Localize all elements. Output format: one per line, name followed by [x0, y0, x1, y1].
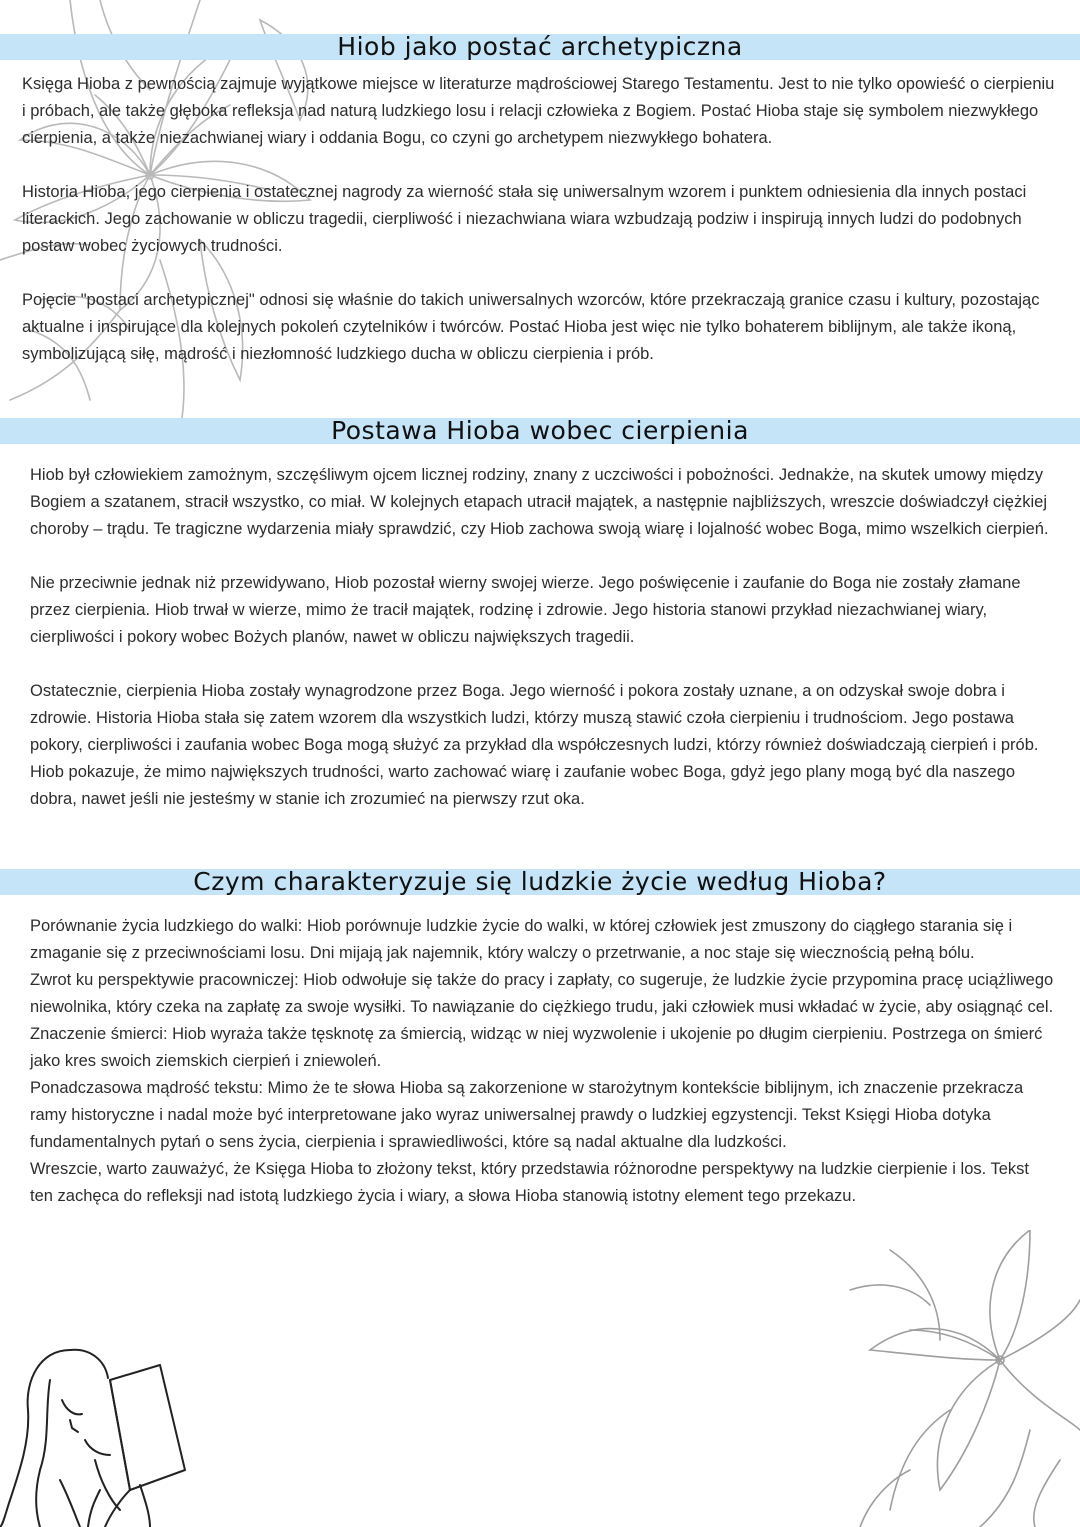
woman-reading-book-illustration [0, 1340, 200, 1527]
section-body [22, 71, 1056, 395]
section-body [30, 913, 1056, 1210]
section-title: Hiob jako postać archetypiczna [337, 32, 743, 61]
section-title: Postawa Hioba wobec cierpienia [331, 416, 749, 445]
paragraph: Księga Hioba z pewnością zajmuje wyjątkowe miejsce w literaturze mądrościowej Starego Testamentu. Jest to nie tylko opowieść o cierpieniu i próbach, ale także głęboka refleksja nad naturą ludzkiego losu i relacji człowieka z Bogiem. Postać Hioba staje się symbolem niezwykłego cierpienia, a także niezachwianej wiary i oddania Bogu, co czyni go archetypem niezwykłego bohatera. [22, 75, 1055, 147]
paragraph: Historia Hioba, jego cierpienia i ostatecznej nagrody za wierność stała się uniwersalnym wzorem i punktem odniesienia dla innych postaci literackich. Jego zachowanie w obliczu tragedii, cierpliwość i niezachwiana wiara wzbudzają podziw i inspirują innych ludzi do podobnych postaw wobec życiowych trudności. [22, 183, 1027, 255]
paragraph: Hiob był człowiekiem zamożnym, szczęśliwym ojcem licznej rodziny, znany z uczciwości i pobożności. Jednakże, na skutek umowy między Bogiem a szatanem, stracił wszystko, co miał. W kolejnych etapach utracił majątek, a następnie najbliższych, wreszcie doświadczył ciężkiej choroby – trądu. Te tragiczne wydarzenia miały sprawdzić, czy Hiob zachowa swoją wiarę i lojalność wobec Boga, mimo wszelkich cierpień. [30, 466, 1049, 538]
paragraph: Pojęcie "postaci archetypicznej" odnosi się właśnie do takich uniwersalnych wzorców, które przekraczają granice czasu i kultury, pozostając aktualne i inspirujące dla kolejnych pokoleń czytelników i twórców. Postać Hioba jest więc nie tylko bohaterem biblijnym, ale także ikoną, symbolizującą siłę, mądrość i niezłomność ludzkiego ducha w obliczu cierpienia i prób. [22, 291, 1040, 363]
paragraph: Ostatecznie, cierpienia Hioba zostały wynagrodzone przez Boga. Jego wierność i pokora zostały uznane, a on odzyskał swoje dobra i zdrowie. Historia Hioba stała się zatem wzorem dla wszystkich ludzi, którzy muszą stawić czoła cierpieniu i trudnościom. Jego postawa pokory, cierpliwości i zaufania wobec Boga mogą służyć za przykład dla współczesnych ludzi, którzy również doświadczają cierpień i prób. Hiob pokazuje, że mimo największych trudności, warto zachować wiarę i zaufanie wobec Boga, gdyż jego plany mogą być dla naszego dobra, nawet jeśli nie jesteśmy w stanie ich zrozumieć na pierwszy rzut oka. [30, 682, 1039, 808]
section-body [30, 462, 1056, 840]
paragraph: Zwrot ku perspektywie pracowniczej: Hiob odwołuje się także do pracy i zapłaty, co sugeruje, że ludzkie życie przypomina pracę uciążliwego niewolnika, który czeka na zapłatę za swoje wysiłki. To nawiązanie do ciężkiego trudu, jaki człowiek musi wkładać w życie, aby osiągnąć cel. [30, 971, 1054, 1016]
paragraph: Porównanie życia ludzkiego do walki: Hiob porównuje ludzkie życie do walki, w której człowiek jest zmuszony do ciągłego starania się i zmaganie się z przeciwnościami losu. Dni mijają jak najemnik, który walczy o przetrwanie, a noc staje się wiecznością pełną bólu. [30, 917, 1013, 962]
paragraph: Ponadczasowa mądrość tekstu: Mimo że te słowa Hioba są zakorzenione w starożytnym kontekście biblijnym, ich znaczenie przekracza ramy historyczne i nadal może być interpretowane jako wyraz uniwersalnej prawdy o ludzkiej egzystencji. Tekst Księgi Hioba dotyka fundamentalnych pytań o sens życia, cierpienia i sprawiedliwości, które są nadal aktualne dla ludzkości. [30, 1079, 1024, 1151]
paragraph: Znaczenie śmierci: Hiob wyraża także tęsknotę za śmiercią, widząc w niej wyzwolenie i ukojenie po długim cierpieniu. Postrzega on śmierć jako kres swoich ziemskich cierpień i zniewoleń. [30, 1025, 1043, 1070]
lily-flower-bottom-right-illustration [830, 1230, 1080, 1527]
paragraph: Nie przeciwnie jednak niż przewidywano, Hiob pozostał wierny swojej wierze. Jego poświęcenie i zaufanie do Boga nie zostały złamane przez cierpienia. Hiob trwał w wierze, mimo że tracił majątek, rodzinę i zdrowie. Jego historia stanowi przykład niezachwianej wiary, cierpliwości i pokory wobec Bożych planów, nawet w obliczu największych tragedii. [30, 574, 1021, 646]
paragraph: Wreszcie, warto zauważyć, że Księga Hioba to złożony tekst, który przedstawia różnorodne perspektywy na ludzkie cierpienie i los. Tekst ten zachęca do refleksji nad istotą ludzkiego życia i wiary, a słowa Hioba stanowią istotny element tego przekazu. [30, 1160, 1030, 1205]
section-title: Czym charakteryzuje się ludzkie życie według Hioba? [193, 867, 887, 896]
